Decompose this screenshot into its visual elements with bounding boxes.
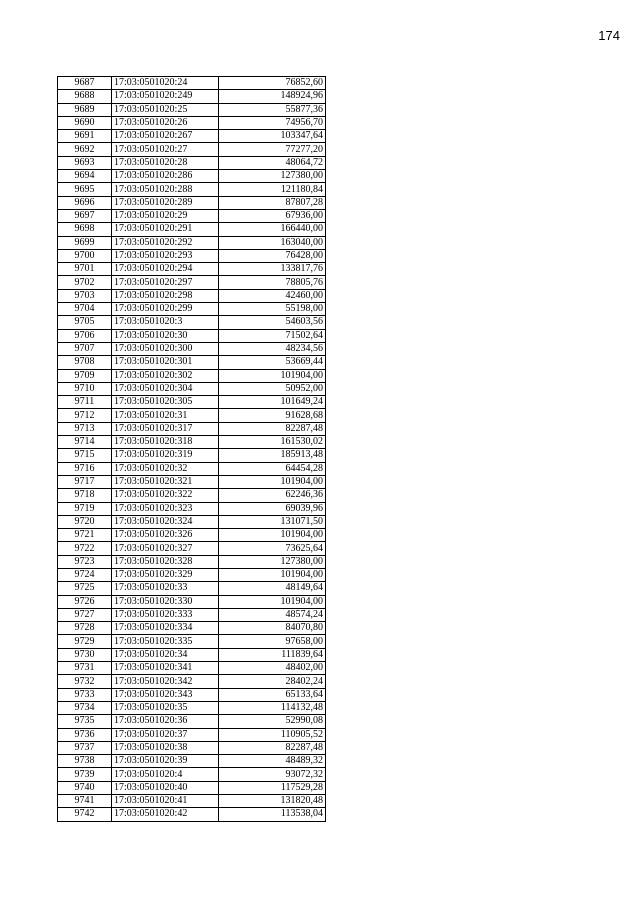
cadastral-number-cell: 17:03:0501020:3 — [112, 316, 219, 329]
table-row — [58, 449, 326, 462]
value-cell: 42460,00 — [219, 289, 326, 302]
cadastral-number-cell: 17:03:0501020:329 — [112, 568, 219, 581]
value-cell: 97658,00 — [219, 635, 326, 648]
table-row — [58, 555, 326, 568]
value-cell: 55877,36 — [219, 103, 326, 116]
cadastral-number-cell: 17:03:0501020:31 — [112, 409, 219, 422]
row-number-cell: 9737 — [58, 741, 112, 754]
table-row — [58, 130, 326, 143]
row-number-cell: 9691 — [58, 130, 112, 143]
cadastral-number-cell: 17:03:0501020:35 — [112, 701, 219, 714]
row-number-cell: 9734 — [58, 701, 112, 714]
value-cell: 48149,64 — [219, 582, 326, 595]
table-row — [58, 422, 326, 435]
value-cell: 101904,00 — [219, 568, 326, 581]
row-number-cell: 9703 — [58, 289, 112, 302]
table-row — [58, 502, 326, 515]
cadastral-number-cell: 17:03:0501020:292 — [112, 236, 219, 249]
value-cell: 48064,72 — [219, 156, 326, 169]
cadastral-number-cell: 17:03:0501020:305 — [112, 396, 219, 409]
cadastral-number-cell: 17:03:0501020:291 — [112, 223, 219, 236]
row-number-cell: 9701 — [58, 263, 112, 276]
table-row — [58, 116, 326, 129]
value-cell: 62246,36 — [219, 489, 326, 502]
table-row — [58, 529, 326, 542]
row-number-cell: 9717 — [58, 475, 112, 488]
table-row — [58, 701, 326, 714]
value-cell: 131071,50 — [219, 515, 326, 528]
table-row — [58, 369, 326, 382]
cadastral-number-cell: 17:03:0501020:317 — [112, 422, 219, 435]
value-cell: 48234,56 — [219, 342, 326, 355]
cadastral-number-cell: 17:03:0501020:34 — [112, 648, 219, 661]
cadastral-number-cell: 17:03:0501020:289 — [112, 196, 219, 209]
cadastral-number-cell: 17:03:0501020:42 — [112, 808, 219, 821]
table-row — [58, 795, 326, 808]
cadastral-number-cell: 17:03:0501020:333 — [112, 608, 219, 621]
value-cell: 113538,04 — [219, 808, 326, 821]
row-number-cell: 9727 — [58, 608, 112, 621]
row-number-cell: 9730 — [58, 648, 112, 661]
row-number-cell: 9708 — [58, 356, 112, 369]
table-row — [58, 675, 326, 688]
value-cell: 84070,80 — [219, 622, 326, 635]
cadastral-number-cell: 17:03:0501020:32 — [112, 462, 219, 475]
row-number-cell: 9732 — [58, 675, 112, 688]
cadastral-value-table — [57, 76, 326, 822]
cadastral-number-cell: 17:03:0501020:286 — [112, 170, 219, 183]
value-cell: 93072,32 — [219, 768, 326, 781]
cadastral-number-cell: 17:03:0501020:327 — [112, 542, 219, 555]
cadastral-number-cell: 17:03:0501020:37 — [112, 728, 219, 741]
row-number-cell: 9696 — [58, 196, 112, 209]
row-number-cell: 9720 — [58, 515, 112, 528]
row-number-cell: 9690 — [58, 116, 112, 129]
table-row — [58, 356, 326, 369]
row-number-cell: 9742 — [58, 808, 112, 821]
row-number-cell: 9731 — [58, 662, 112, 675]
table-row — [58, 223, 326, 236]
value-cell: 111839,64 — [219, 648, 326, 661]
table-row — [58, 183, 326, 196]
value-cell: 101904,00 — [219, 529, 326, 542]
row-number-cell: 9700 — [58, 249, 112, 262]
table-row — [58, 143, 326, 156]
value-cell: 76428,00 — [219, 249, 326, 262]
table-row — [58, 635, 326, 648]
value-cell: 73625,64 — [219, 542, 326, 555]
row-number-cell: 9694 — [58, 170, 112, 183]
table-row — [58, 209, 326, 222]
value-cell: 101904,00 — [219, 475, 326, 488]
row-number-cell: 9699 — [58, 236, 112, 249]
table-row — [58, 542, 326, 555]
table-row — [58, 515, 326, 528]
table-row — [58, 156, 326, 169]
table-row — [58, 741, 326, 754]
row-number-cell: 9697 — [58, 209, 112, 222]
table-row — [58, 688, 326, 701]
table-row — [58, 396, 326, 409]
row-number-cell: 9739 — [58, 768, 112, 781]
cadastral-number-cell: 17:03:0501020:36 — [112, 715, 219, 728]
row-number-cell: 9715 — [58, 449, 112, 462]
cadastral-number-cell: 17:03:0501020:319 — [112, 449, 219, 462]
row-number-cell: 9741 — [58, 795, 112, 808]
cadastral-number-cell: 17:03:0501020:39 — [112, 755, 219, 768]
cadastral-number-cell: 17:03:0501020:25 — [112, 103, 219, 116]
row-number-cell: 9719 — [58, 502, 112, 515]
cadastral-number-cell: 17:03:0501020:288 — [112, 183, 219, 196]
table-row — [58, 303, 326, 316]
row-number-cell: 9695 — [58, 183, 112, 196]
table-row — [58, 316, 326, 329]
cadastral-number-cell: 17:03:0501020:330 — [112, 595, 219, 608]
row-number-cell: 9738 — [58, 755, 112, 768]
cadastral-number-cell: 17:03:0501020:249 — [112, 90, 219, 103]
cadastral-number-cell: 17:03:0501020:27 — [112, 143, 219, 156]
row-number-cell: 9706 — [58, 329, 112, 342]
cadastral-number-cell: 17:03:0501020:29 — [112, 209, 219, 222]
table-row — [58, 728, 326, 741]
cadastral-number-cell: 17:03:0501020:299 — [112, 303, 219, 316]
value-cell: 148924,96 — [219, 90, 326, 103]
table-row — [58, 249, 326, 262]
table-row — [58, 77, 326, 90]
row-number-cell: 9735 — [58, 715, 112, 728]
row-number-cell: 9728 — [58, 622, 112, 635]
cadastral-number-cell: 17:03:0501020:267 — [112, 130, 219, 143]
table-row — [58, 409, 326, 422]
value-cell: 161530,02 — [219, 436, 326, 449]
table-row — [58, 662, 326, 675]
row-number-cell: 9693 — [58, 156, 112, 169]
value-cell: 101904,00 — [219, 595, 326, 608]
row-number-cell: 9712 — [58, 409, 112, 422]
value-cell: 52990,08 — [219, 715, 326, 728]
row-number-cell: 9718 — [58, 489, 112, 502]
table-row — [58, 475, 326, 488]
cadastral-number-cell: 17:03:0501020:343 — [112, 688, 219, 701]
cadastral-number-cell: 17:03:0501020:326 — [112, 529, 219, 542]
cadastral-number-cell: 17:03:0501020:4 — [112, 768, 219, 781]
value-cell: 101904,00 — [219, 369, 326, 382]
value-cell: 131820,48 — [219, 795, 326, 808]
row-number-cell: 9707 — [58, 342, 112, 355]
table-row — [58, 289, 326, 302]
value-cell: 166440,00 — [219, 223, 326, 236]
table-row — [58, 382, 326, 395]
cadastral-number-cell: 17:03:0501020:322 — [112, 489, 219, 502]
row-number-cell: 9736 — [58, 728, 112, 741]
value-cell: 54603,56 — [219, 316, 326, 329]
row-number-cell: 9709 — [58, 369, 112, 382]
table-row — [58, 196, 326, 209]
row-number-cell: 9692 — [58, 143, 112, 156]
cadastral-number-cell: 17:03:0501020:301 — [112, 356, 219, 369]
row-number-cell: 9698 — [58, 223, 112, 236]
value-cell: 55198,00 — [219, 303, 326, 316]
row-number-cell: 9714 — [58, 436, 112, 449]
value-cell: 76852,60 — [219, 77, 326, 90]
row-number-cell: 9725 — [58, 582, 112, 595]
row-number-cell: 9729 — [58, 635, 112, 648]
table-row — [58, 329, 326, 342]
table-row — [58, 436, 326, 449]
row-number-cell: 9687 — [58, 77, 112, 90]
table-row — [58, 595, 326, 608]
cadastral-number-cell: 17:03:0501020:30 — [112, 329, 219, 342]
table-row — [58, 342, 326, 355]
value-cell: 48489,32 — [219, 755, 326, 768]
cadastral-number-cell: 17:03:0501020:28 — [112, 156, 219, 169]
row-number-cell: 9689 — [58, 103, 112, 116]
cadastral-number-cell: 17:03:0501020:40 — [112, 781, 219, 794]
value-cell: 82287,48 — [219, 741, 326, 754]
cadastral-number-cell: 17:03:0501020:300 — [112, 342, 219, 355]
value-cell: 121180,84 — [219, 183, 326, 196]
value-cell: 69039,96 — [219, 502, 326, 515]
table-row — [58, 263, 326, 276]
value-cell: 127380,00 — [219, 555, 326, 568]
cadastral-number-cell: 17:03:0501020:41 — [112, 795, 219, 808]
value-cell: 82287,48 — [219, 422, 326, 435]
row-number-cell: 9705 — [58, 316, 112, 329]
value-cell: 65133,64 — [219, 688, 326, 701]
value-cell: 127380,00 — [219, 170, 326, 183]
cadastral-number-cell: 17:03:0501020:24 — [112, 77, 219, 90]
table-row — [58, 489, 326, 502]
cadastral-number-cell: 17:03:0501020:304 — [112, 382, 219, 395]
value-cell: 28402,24 — [219, 675, 326, 688]
value-cell: 185913,48 — [219, 449, 326, 462]
value-cell: 101649,24 — [219, 396, 326, 409]
value-cell: 67936,00 — [219, 209, 326, 222]
cadastral-number-cell: 17:03:0501020:33 — [112, 582, 219, 595]
table-body — [58, 77, 326, 822]
row-number-cell: 9710 — [58, 382, 112, 395]
table-row — [58, 568, 326, 581]
cadastral-number-cell: 17:03:0501020:323 — [112, 502, 219, 515]
table-row — [58, 622, 326, 635]
table-row — [58, 755, 326, 768]
value-cell: 87807,28 — [219, 196, 326, 209]
row-number-cell: 9688 — [58, 90, 112, 103]
value-cell: 77277,20 — [219, 143, 326, 156]
row-number-cell: 9726 — [58, 595, 112, 608]
table-row — [58, 781, 326, 794]
table-row — [58, 648, 326, 661]
row-number-cell: 9713 — [58, 422, 112, 435]
value-cell: 117529,28 — [219, 781, 326, 794]
value-cell: 133817,76 — [219, 263, 326, 276]
value-cell: 64454,28 — [219, 462, 326, 475]
table-row — [58, 276, 326, 289]
value-cell: 110905,52 — [219, 728, 326, 741]
row-number-cell: 9704 — [58, 303, 112, 316]
value-cell: 163040,00 — [219, 236, 326, 249]
cadastral-number-cell: 17:03:0501020:26 — [112, 116, 219, 129]
table-row — [58, 715, 326, 728]
value-cell: 114132,48 — [219, 701, 326, 714]
table-row — [58, 608, 326, 621]
cadastral-number-cell: 17:03:0501020:294 — [112, 263, 219, 276]
row-number-cell: 9721 — [58, 529, 112, 542]
row-number-cell: 9724 — [58, 568, 112, 581]
value-cell: 78805,76 — [219, 276, 326, 289]
row-number-cell: 9711 — [58, 396, 112, 409]
cadastral-number-cell: 17:03:0501020:342 — [112, 675, 219, 688]
value-cell: 48574,24 — [219, 608, 326, 621]
value-cell: 48402,00 — [219, 662, 326, 675]
table-row — [58, 236, 326, 249]
row-number-cell: 9716 — [58, 462, 112, 475]
table-row — [58, 170, 326, 183]
table-row — [58, 808, 326, 821]
table-row — [58, 90, 326, 103]
cadastral-number-cell: 17:03:0501020:38 — [112, 741, 219, 754]
cadastral-number-cell: 17:03:0501020:334 — [112, 622, 219, 635]
value-cell: 103347,64 — [219, 130, 326, 143]
value-cell: 50952,00 — [219, 382, 326, 395]
cadastral-number-cell: 17:03:0501020:293 — [112, 249, 219, 262]
row-number-cell: 9702 — [58, 276, 112, 289]
row-number-cell: 9740 — [58, 781, 112, 794]
table-row — [58, 103, 326, 116]
table-row — [58, 582, 326, 595]
cadastral-number-cell: 17:03:0501020:298 — [112, 289, 219, 302]
cadastral-number-cell: 17:03:0501020:318 — [112, 436, 219, 449]
value-cell: 71502,64 — [219, 329, 326, 342]
cadastral-number-cell: 17:03:0501020:341 — [112, 662, 219, 675]
cadastral-number-cell: 17:03:0501020:335 — [112, 635, 219, 648]
row-number-cell: 9722 — [58, 542, 112, 555]
page-number: 174 — [598, 28, 620, 43]
row-number-cell: 9733 — [58, 688, 112, 701]
cadastral-number-cell: 17:03:0501020:328 — [112, 555, 219, 568]
cadastral-number-cell: 17:03:0501020:321 — [112, 475, 219, 488]
cadastral-number-cell: 17:03:0501020:297 — [112, 276, 219, 289]
value-cell: 53669,44 — [219, 356, 326, 369]
value-cell: 91628,68 — [219, 409, 326, 422]
row-number-cell: 9723 — [58, 555, 112, 568]
value-cell: 74956,70 — [219, 116, 326, 129]
table-row — [58, 462, 326, 475]
cadastral-number-cell: 17:03:0501020:324 — [112, 515, 219, 528]
cadastral-number-cell: 17:03:0501020:302 — [112, 369, 219, 382]
table-row — [58, 768, 326, 781]
